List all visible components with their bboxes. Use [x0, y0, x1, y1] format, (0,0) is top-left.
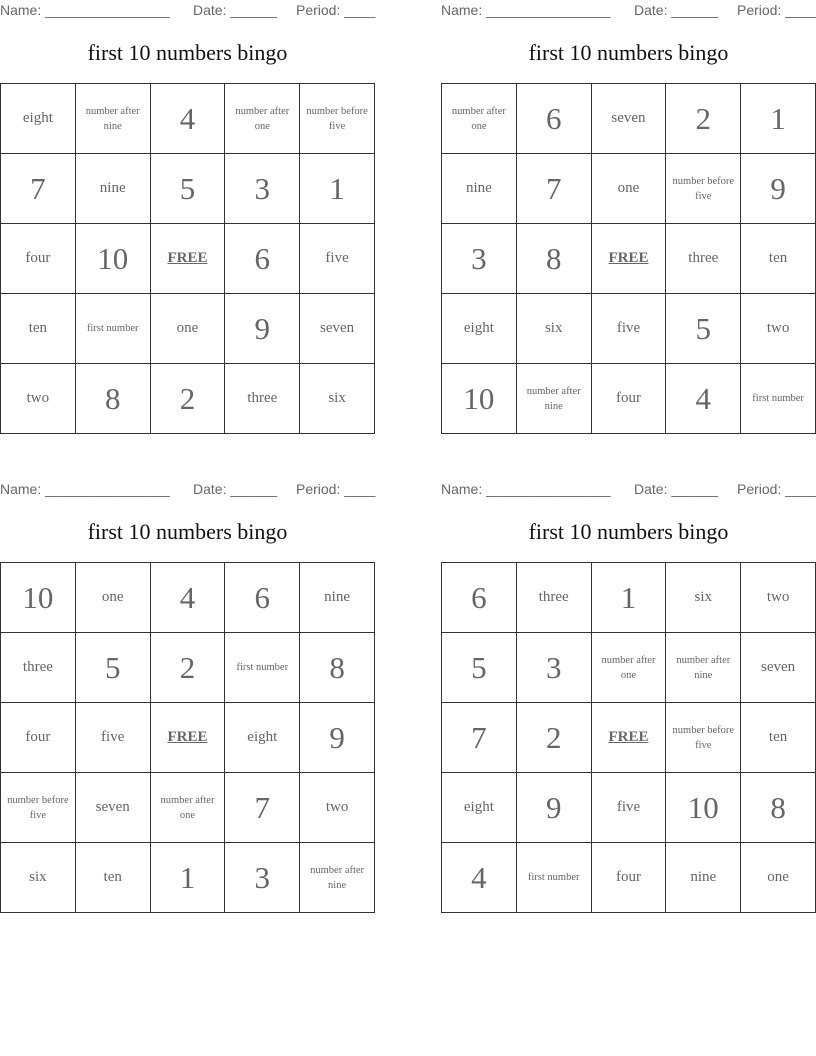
bingo-row	[1, 294, 375, 364]
bingo-cell: number after nine	[666, 633, 741, 703]
bingo-cell: six	[300, 364, 375, 434]
bingo-cell: number after one	[225, 84, 300, 154]
bingo-cell: number after nine	[300, 843, 375, 913]
bingo-cell: eight	[1, 84, 76, 154]
period-field-label: Period: ____	[296, 2, 376, 18]
bingo-cell: first number	[741, 364, 816, 434]
bingo-row	[442, 843, 816, 913]
bingo-cell: 9	[225, 294, 300, 364]
bingo-cell: four	[591, 364, 666, 434]
date-field-label: Date: ______	[634, 2, 719, 18]
bingo-cell: ten	[75, 843, 150, 913]
bingo-cell: 4	[442, 843, 517, 913]
bingo-cell: number before five	[1, 773, 76, 843]
bingo-cell: 5	[666, 294, 741, 364]
bingo-cell: one	[75, 563, 150, 633]
card-title: first 10 numbers bingo	[528, 519, 729, 544]
bingo-cell: 6	[442, 563, 517, 633]
bingo-cell: 5	[442, 633, 517, 703]
bingo-row	[442, 154, 816, 224]
bingo-cell: 10	[666, 773, 741, 843]
bingo-cell: six	[666, 563, 741, 633]
bingo-cell: 6	[225, 224, 300, 294]
bingo-cell: 7	[516, 154, 591, 224]
bingo-cell: 2	[150, 633, 225, 703]
bingo-cell: 7	[1, 154, 76, 224]
bingo-row	[1, 224, 375, 294]
bingo-grid	[441, 83, 816, 434]
bingo-row	[442, 633, 816, 703]
name-field-label: Name: ________________	[441, 481, 611, 497]
bingo-cell: 1	[591, 563, 666, 633]
period-field-label: Period: ____	[737, 481, 816, 497]
name-field-label: Name: ________________	[0, 2, 170, 18]
bingo-cell: five	[591, 294, 666, 364]
bingo-cell: one	[591, 154, 666, 224]
bingo-cell: 8	[300, 633, 375, 703]
bingo-cell: six	[516, 294, 591, 364]
bingo-cell: three	[666, 224, 741, 294]
bingo-cell: seven	[300, 294, 375, 364]
bingo-cell: three	[516, 563, 591, 633]
bingo-cell: 2	[150, 364, 225, 434]
bingo-row	[1, 843, 375, 913]
student-info-line	[0, 481, 375, 499]
bingo-cell: 10	[442, 364, 517, 434]
bingo-cell: 1	[741, 84, 816, 154]
bingo-cell: number after nine	[516, 364, 591, 434]
bingo-cell: 2	[516, 703, 591, 773]
student-info-line	[441, 481, 816, 499]
bingo-cell: eight	[442, 773, 517, 843]
bingo-cell: 1	[150, 843, 225, 913]
name-field-label: Name: ________________	[0, 481, 170, 497]
bingo-cell: 2	[666, 84, 741, 154]
bingo-cell: number after one	[591, 633, 666, 703]
bingo-cell: number before five	[300, 84, 375, 154]
bingo-cell: 8	[75, 364, 150, 434]
bingo-cell: 4	[150, 563, 225, 633]
bingo-cell: 6	[516, 84, 591, 154]
bingo-cell: number before five	[666, 703, 741, 773]
bingo-cell: 5	[150, 154, 225, 224]
bingo-grid	[441, 562, 816, 913]
free-space-cell: FREE	[591, 224, 666, 294]
bingo-cell: two	[741, 294, 816, 364]
bingo-row	[442, 224, 816, 294]
bingo-cell: 10	[1, 563, 76, 633]
bingo-cell: three	[1, 633, 76, 703]
bingo-row	[1, 563, 375, 633]
bingo-row	[442, 364, 816, 434]
date-field-label: Date: ______	[634, 481, 719, 497]
date-field-label: Date: ______	[193, 2, 278, 18]
bingo-cell: ten	[741, 224, 816, 294]
bingo-row	[1, 154, 375, 224]
bingo-cell: number after nine	[75, 84, 150, 154]
free-space-cell: FREE	[150, 703, 225, 773]
bingo-cell: eight	[225, 703, 300, 773]
bingo-row	[442, 563, 816, 633]
name-field-label: Name: ________________	[441, 2, 611, 18]
bingo-cell: 3	[225, 843, 300, 913]
bingo-cell: 8	[741, 773, 816, 843]
free-space-cell: FREE	[150, 224, 225, 294]
bingo-cell: two	[300, 773, 375, 843]
bingo-cell: 3	[516, 633, 591, 703]
period-field-label: Period: ____	[296, 481, 376, 497]
student-info-line	[441, 2, 816, 20]
bingo-cell: ten	[741, 703, 816, 773]
bingo-grid	[0, 562, 375, 913]
bingo-cell: seven	[75, 773, 150, 843]
bingo-cell: 9	[516, 773, 591, 843]
bingo-row	[442, 84, 816, 154]
period-field-label: Period: ____	[737, 2, 816, 18]
bingo-cell: 7	[442, 703, 517, 773]
bingo-cell: eight	[442, 294, 517, 364]
bingo-cell: nine	[75, 154, 150, 224]
bingo-row	[442, 294, 816, 364]
bingo-cell: five	[75, 703, 150, 773]
bingo-cell: first number	[516, 843, 591, 913]
bingo-cell: five	[300, 224, 375, 294]
bingo-grid	[0, 83, 375, 434]
bingo-cell: seven	[741, 633, 816, 703]
bingo-cell: four	[1, 703, 76, 773]
bingo-cell: 7	[225, 773, 300, 843]
bingo-cell: 3	[225, 154, 300, 224]
bingo-cell: five	[591, 773, 666, 843]
bingo-cell: number before five	[666, 154, 741, 224]
bingo-cell: 1	[300, 154, 375, 224]
bingo-cell: ten	[1, 294, 76, 364]
bingo-cell: first number	[75, 294, 150, 364]
free-space-cell: FREE	[591, 703, 666, 773]
bingo-row	[1, 773, 375, 843]
bingo-cell: two	[741, 563, 816, 633]
bingo-row	[1, 364, 375, 434]
bingo-cell: nine	[666, 843, 741, 913]
bingo-cell: three	[225, 364, 300, 434]
bingo-cell: 9	[741, 154, 816, 224]
bingo-row	[442, 773, 816, 843]
bingo-row	[442, 703, 816, 773]
bingo-row	[1, 703, 375, 773]
date-field-label: Date: ______	[193, 481, 278, 497]
bingo-cell: nine	[442, 154, 517, 224]
bingo-cell: 4	[150, 84, 225, 154]
bingo-row	[1, 633, 375, 703]
bingo-cell: four	[1, 224, 76, 294]
bingo-cell: number after one	[442, 84, 517, 154]
bingo-cell: 9	[300, 703, 375, 773]
student-info-line	[0, 2, 375, 20]
card-title: first 10 numbers bingo	[87, 519, 288, 544]
card-title: first 10 numbers bingo	[528, 40, 729, 65]
bingo-cell: 3	[442, 224, 517, 294]
bingo-cell: nine	[300, 563, 375, 633]
bingo-cell: 10	[75, 224, 150, 294]
card-title: first 10 numbers bingo	[87, 40, 288, 65]
bingo-cell: 5	[75, 633, 150, 703]
bingo-cell: 6	[225, 563, 300, 633]
bingo-cell: four	[591, 843, 666, 913]
bingo-row	[1, 84, 375, 154]
bingo-cell: seven	[591, 84, 666, 154]
bingo-cell: six	[1, 843, 76, 913]
bingo-cell: number after one	[150, 773, 225, 843]
bingo-cell: two	[1, 364, 76, 434]
bingo-cell: one	[150, 294, 225, 364]
bingo-cell: 8	[516, 224, 591, 294]
bingo-cell: first number	[225, 633, 300, 703]
bingo-cell: 4	[666, 364, 741, 434]
bingo-cell: one	[741, 843, 816, 913]
